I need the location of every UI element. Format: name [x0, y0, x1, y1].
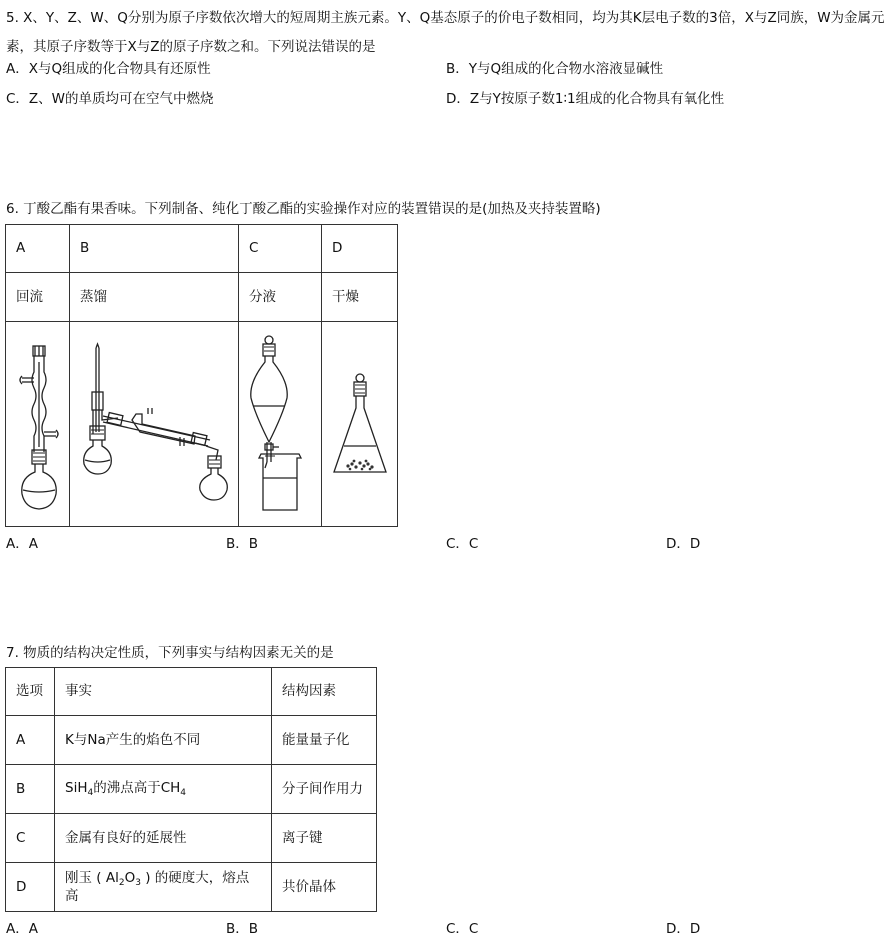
- q7-row-option: A: [6, 716, 55, 765]
- q6-option-b[interactable]: B．B: [226, 536, 259, 552]
- q6-operation-dry: 干燥: [322, 273, 398, 322]
- q7-row-factor: 能量量子化: [272, 716, 377, 765]
- q7-row-option: B: [6, 765, 55, 814]
- q6-option-d[interactable]: D．D: [666, 536, 701, 552]
- separatory-funnel-icon: [239, 322, 321, 526]
- q6-operation-distill: 蒸馏: [70, 273, 239, 322]
- q7-option-d[interactable]: D．D: [666, 921, 701, 937]
- q6-operation-reflux: 回流: [6, 273, 70, 322]
- q6-image-drying-flask: [322, 322, 398, 527]
- q6-operation-separate: 分液: [239, 273, 322, 322]
- q7-header-option: 选项: [6, 668, 55, 716]
- q5-option-b[interactable]: B．Y与Q组成的化合物水溶液显碱性: [446, 61, 664, 77]
- q7-row-option: C: [6, 814, 55, 863]
- q5-option-a[interactable]: A．X与Q组成的化合物具有还原性: [6, 61, 211, 77]
- q7-row-fact: K与Na产生的焰色不同: [55, 716, 272, 765]
- q6-image-separatory-funnel: [239, 322, 322, 527]
- q6-letter-a: A: [6, 225, 70, 273]
- q6-option-a[interactable]: A．A: [6, 536, 38, 552]
- q6-image-reflux: [6, 322, 70, 527]
- q6-letter-b: B: [70, 225, 239, 273]
- q6-letter-c: C: [239, 225, 322, 273]
- q7-row-factor: 共价晶体: [272, 863, 377, 912]
- q7-structure-table: [5, 667, 377, 912]
- q5-option-c[interactable]: C．Z、W的单质均可在空气中燃烧: [6, 91, 214, 107]
- q7-header-fact: 事实: [55, 668, 272, 716]
- table-row: [6, 765, 377, 814]
- distillation-apparatus-icon: [70, 322, 238, 526]
- q7-option-a[interactable]: A．A: [6, 921, 38, 937]
- question-6-stem: 6. 丁酸乙酯有果香味。下列制备、纯化丁酸乙酯的实验操作对应的装置错误的是(加热及夹持装置略): [6, 201, 601, 217]
- q7-row-fact: 金属有良好的延展性: [55, 814, 272, 863]
- question-7-stem: 7. 物质的结构决定性质，下列事实与结构因素无关的是: [6, 645, 334, 661]
- table-row: [6, 716, 377, 765]
- q6-image-distillation: [70, 322, 239, 527]
- q7-option-c[interactable]: C．C: [446, 921, 479, 937]
- q7-row-fact: SiH$_4$的沸点高于$CH_4$: [55, 765, 272, 814]
- table-row: [6, 863, 377, 912]
- q7-option-b[interactable]: B．B: [226, 921, 259, 937]
- conical-flask-icon: [322, 322, 397, 526]
- reflux-condenser-icon: [6, 322, 69, 526]
- q7-row-factor: 离子键: [272, 814, 377, 863]
- q5-option-d[interactable]: D．Z与Y按原子数1∶1组成的化合物具有氧化性: [446, 91, 725, 107]
- q6-option-c[interactable]: C．C: [446, 536, 479, 552]
- question-5-stem: 5. X、Y、Z、W、Q分别为原子序数依次增大的短周期主族元素。Y、Q基态原子的价电子数相同，均为其K层电子数的3倍，X与Z同族，W为金属元素，其原子序数等于X与Z的原子序数之和。下列说法错误的是: [6, 10, 885, 55]
- q6-apparatus-table: [5, 224, 398, 527]
- q6-letter-d: D: [322, 225, 398, 273]
- q7-row-option: D: [6, 863, 55, 912]
- q7-header-factor: 结构因素: [272, 668, 377, 716]
- q7-row-fact: 刚玉 ( $Al_2O_3$ ) 的硬度大，熔点高: [55, 863, 272, 912]
- table-row: [6, 814, 377, 863]
- q7-row-factor: 分子间作用力: [272, 765, 377, 814]
